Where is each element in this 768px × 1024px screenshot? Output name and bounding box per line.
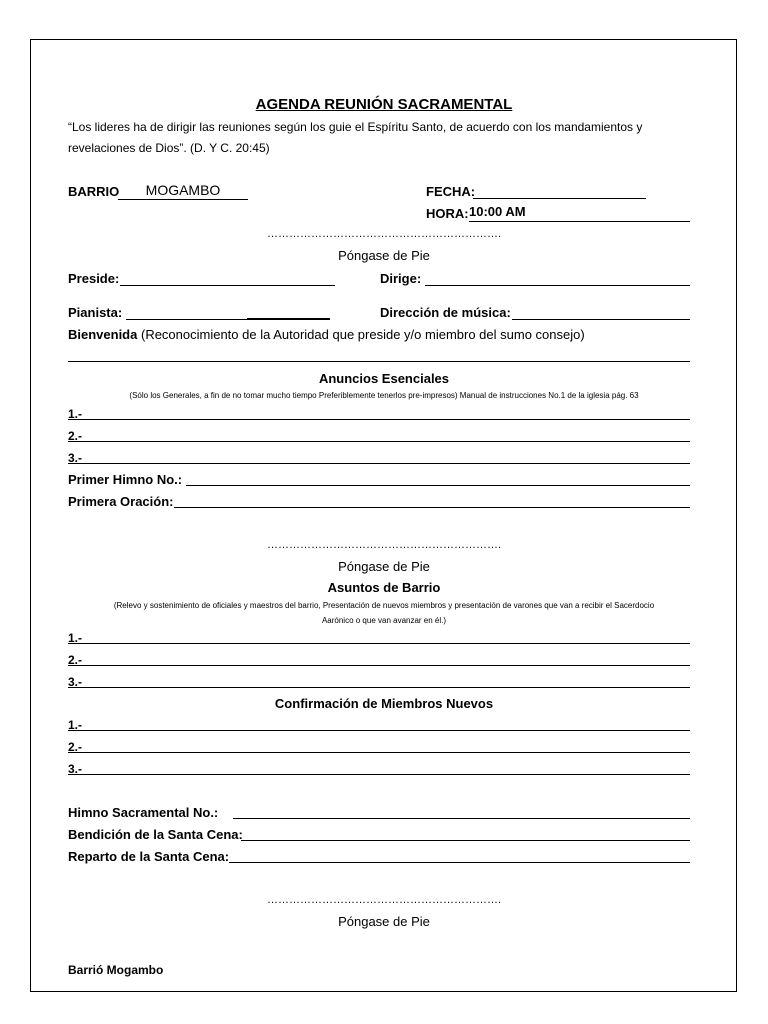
anuncio-item-3-field[interactable] xyxy=(68,463,690,464)
asunto-item-3-label: 3.- xyxy=(68,675,83,689)
confirmacion-item-1-field[interactable] xyxy=(68,730,690,731)
footer-barrio: Barrió Mogambo xyxy=(68,963,164,977)
pongase-de-pie-1: Póngase de Pie xyxy=(338,248,430,263)
anuncio-item-3-label: 3.- xyxy=(68,451,83,465)
pianista-field-extension xyxy=(247,318,330,320)
confirmacion-title: Confirmación de Miembros Nuevos xyxy=(274,696,494,711)
quote-line-2: revelaciones de Dios”. (D. Y C. 20:45) xyxy=(68,141,270,155)
confirmacion-item-2-field[interactable] xyxy=(68,752,690,753)
asunto-item-3-field[interactable] xyxy=(68,687,690,688)
bienvenida-label: Bienvenida xyxy=(68,327,138,342)
fecha-field[interactable] xyxy=(473,198,646,199)
confirmacion-item-3-field[interactable] xyxy=(68,774,690,775)
asunto-item-2-label: 2.- xyxy=(68,653,83,667)
bienvenida-field[interactable] xyxy=(68,361,690,362)
reparto-label: Reparto de la Santa Cena: xyxy=(68,849,230,864)
dots-separator-2: ………………………………………………………. xyxy=(266,539,502,551)
preside-field[interactable] xyxy=(120,285,335,286)
dirige-field[interactable] xyxy=(425,285,690,286)
himno-sacramental-label: Himno Sacramental No.: xyxy=(68,805,219,820)
anuncio-item-2-label: 2.- xyxy=(68,429,83,443)
dirige-label: Dirige: xyxy=(380,271,422,286)
barrio-label: BARRIO xyxy=(68,184,120,199)
quote-line-1: “Los lideres ha de dirigir las reuniones según los guie el Espíritu Santo, de acuerdo con los mandamientos y xyxy=(68,120,643,134)
reparto-field[interactable] xyxy=(229,862,690,863)
direccion-musica-field[interactable] xyxy=(512,319,690,320)
asunto-item-1-field[interactable] xyxy=(68,643,690,644)
anuncios-note: (Sólo los Generales, a fin de no tomar mucho tiempo Preferiblemente tenerlos pre-impresos) Manual de instrucciones No.1 de la iglesia pág. 63 xyxy=(129,391,639,400)
dots-separator-3: ………………………………………………………. xyxy=(266,894,502,906)
hora-field[interactable]: 10:00 AM xyxy=(469,204,690,222)
himno-sacramental-field[interactable] xyxy=(233,818,690,819)
primera-oracion-label: Primera Oración: xyxy=(68,494,174,509)
pianista-label: Pianista: xyxy=(68,305,123,320)
asuntos-note-2: Aarónico o que van avanzar en él.) xyxy=(321,616,447,625)
direccion-musica-label: Dirección de música: xyxy=(380,305,511,320)
primera-oracion-field[interactable] xyxy=(174,507,690,508)
bienvenida-note: (Reconocimiento de la Autoridad que preside y/o miembro del sumo consejo) xyxy=(140,327,585,342)
anuncio-item-2-field[interactable] xyxy=(68,441,690,442)
primer-himno-field[interactable] xyxy=(186,485,690,486)
barrio-field[interactable]: MOGAMBO xyxy=(118,182,248,200)
document-title: AGENDA REUNIÓN SACRAMENTAL xyxy=(255,96,513,113)
asunto-item-2-field[interactable] xyxy=(68,665,690,666)
fecha-label: FECHA: xyxy=(426,184,476,199)
anuncio-item-1-field[interactable] xyxy=(68,419,690,420)
confirmacion-item-3-label: 3.- xyxy=(68,762,83,776)
dots-separator-1: ………………………………………………………. xyxy=(266,228,502,240)
bendicion-field[interactable] xyxy=(241,840,690,841)
pongase-de-pie-3: Póngase de Pie xyxy=(338,914,430,929)
asunto-item-1-label: 1.- xyxy=(68,631,83,645)
primer-himno-label: Primer Himno No.: xyxy=(68,472,183,487)
anuncios-title: Anuncios Esenciales xyxy=(318,371,450,386)
asuntos-note-1: (Relevo y sostenimiento de oficiales y maestros del barrio, Presentación de nuevos miembros y presentación de varones que van a recibir el Sacerdocio xyxy=(113,601,655,610)
hora-label: HORA: xyxy=(426,206,469,221)
confirmacion-item-2-label: 2.- xyxy=(68,740,83,754)
anuncio-item-1-label: 1.- xyxy=(68,407,83,421)
confirmacion-item-1-label: 1.- xyxy=(68,718,83,732)
asuntos-title: Asuntos de Barrio xyxy=(327,580,441,595)
preside-label: Preside: xyxy=(68,271,120,286)
bienvenida-row xyxy=(68,327,585,342)
pongase-de-pie-2: Póngase de Pie xyxy=(338,559,430,574)
bendicion-label: Bendición de la Santa Cena: xyxy=(68,827,243,842)
